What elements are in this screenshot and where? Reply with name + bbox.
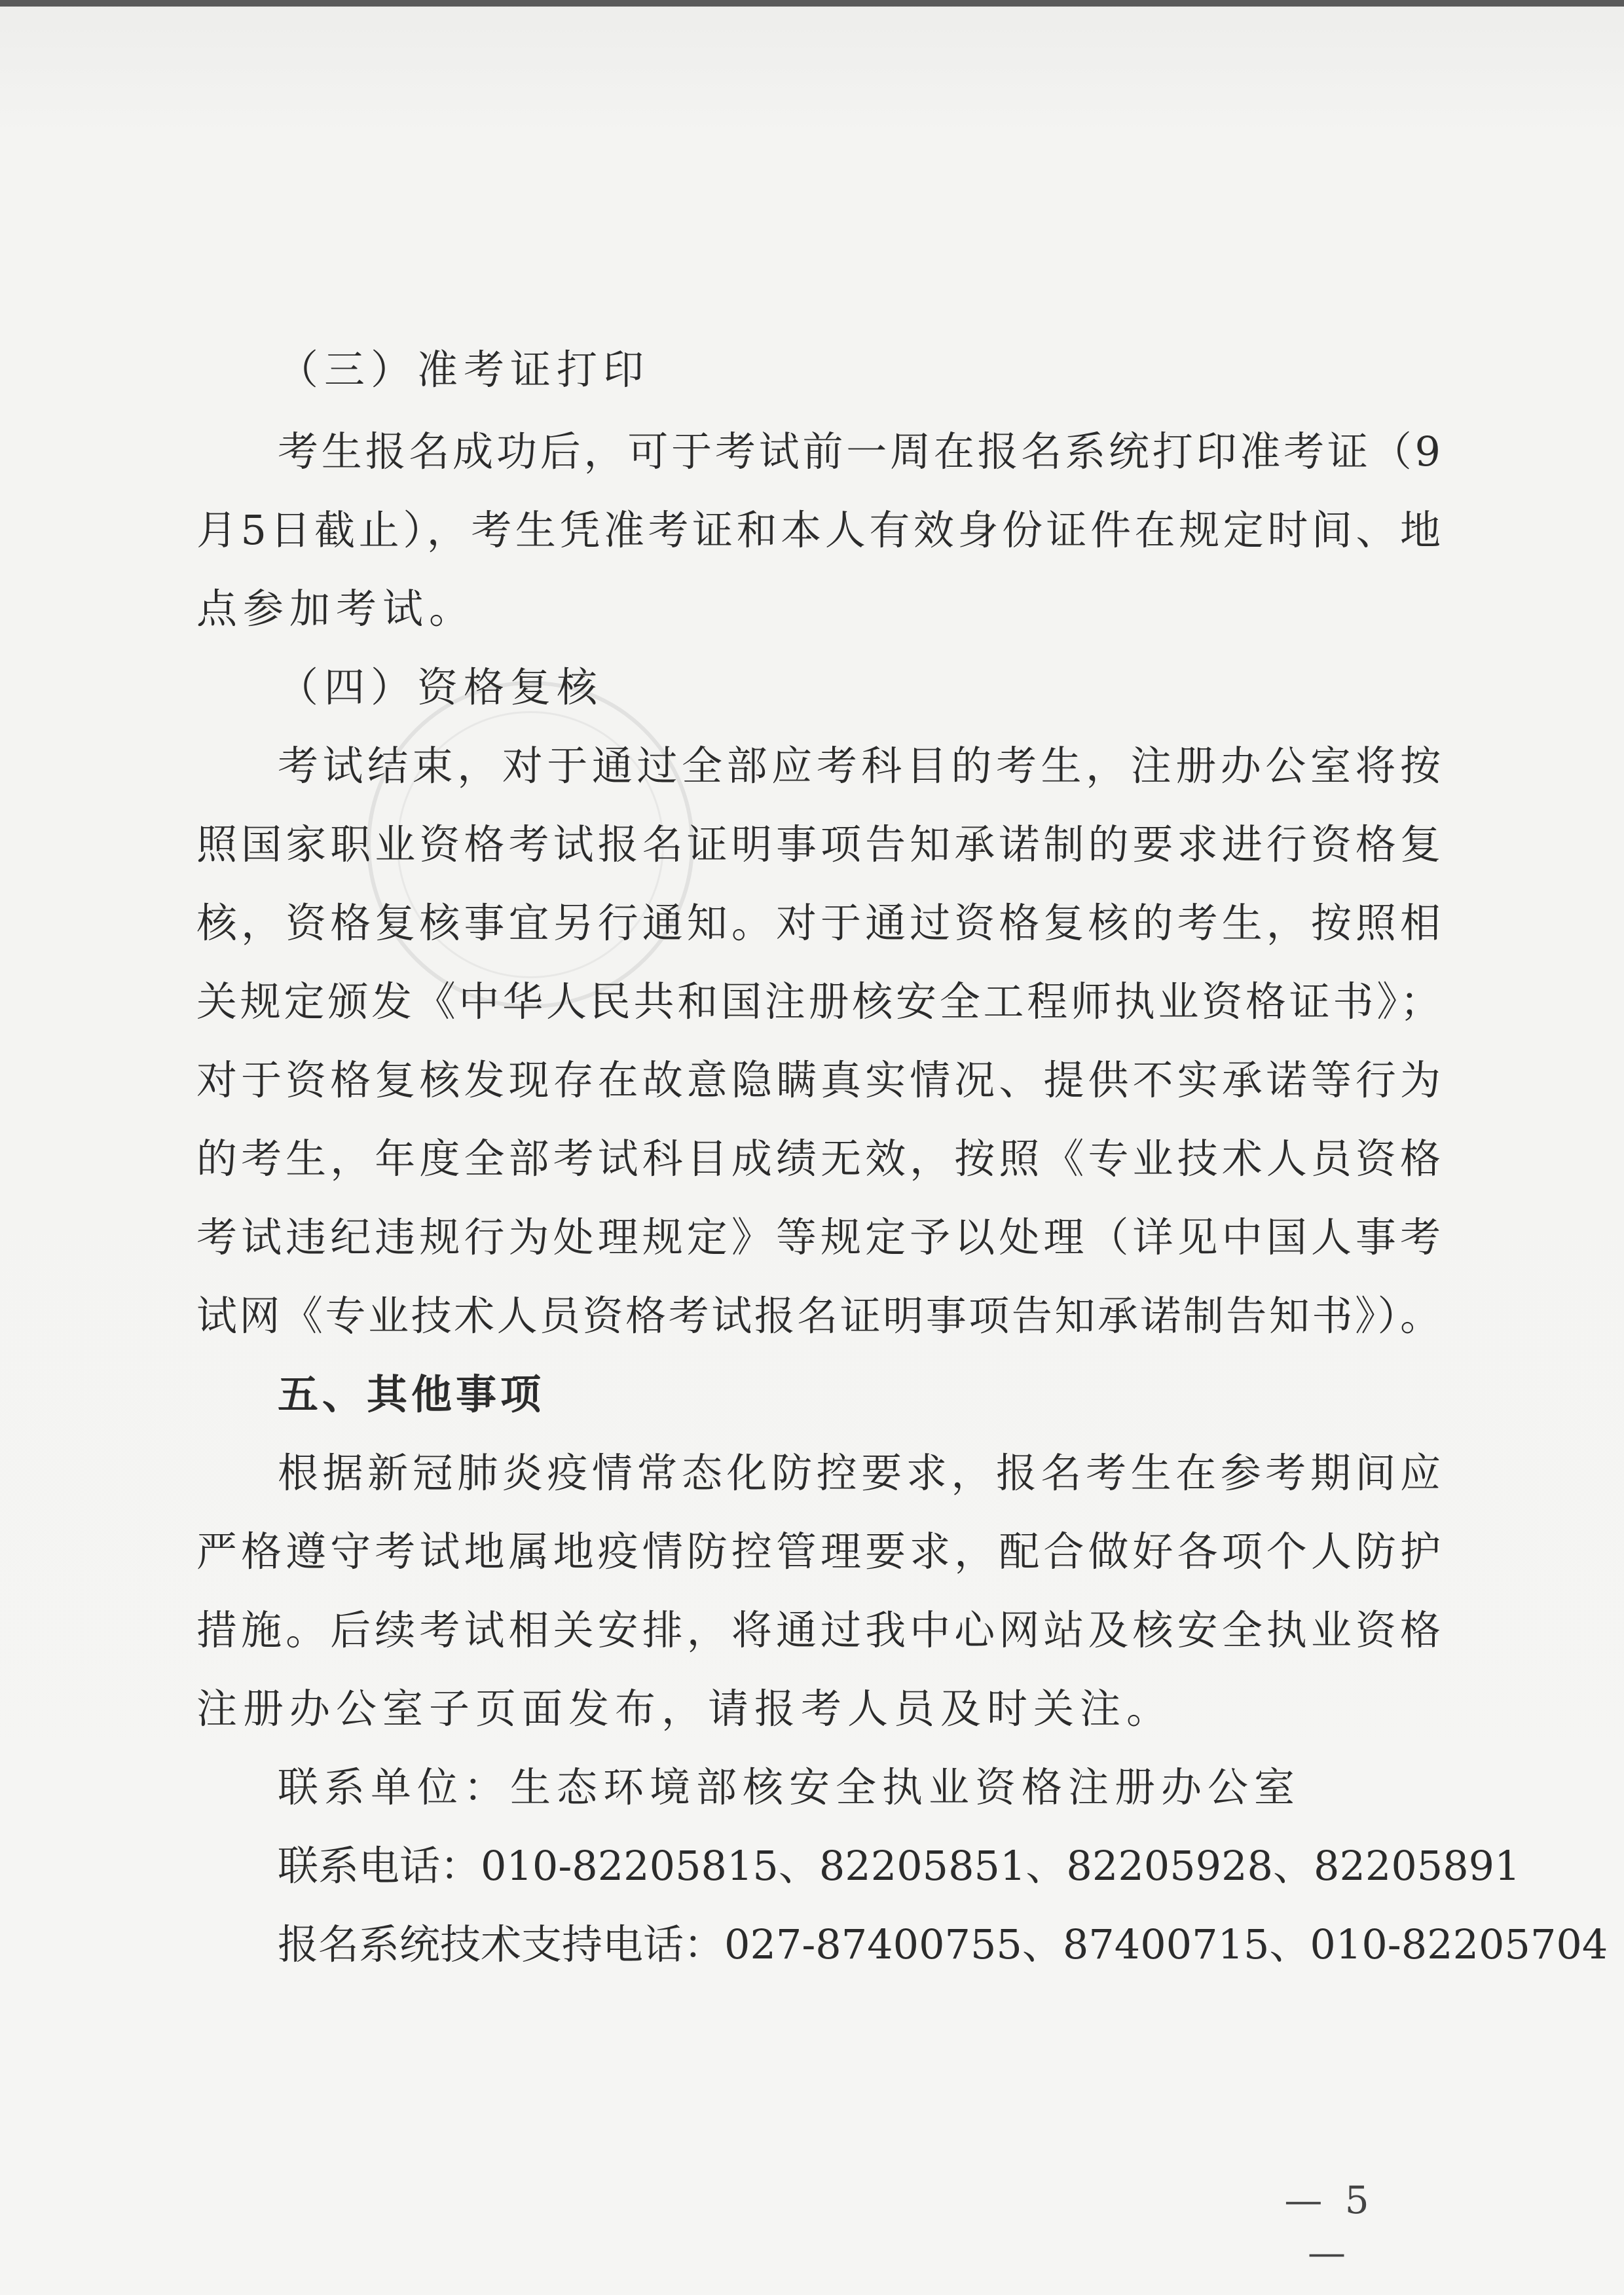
section-5-paragraph-line-1: 根据新冠肺炎疫情常态化防控要求，报名考生在参考期间应	[278, 1449, 1441, 1497]
section-5-paragraph-line-3: 措施。后续考试相关安排，将通过我中心网站及核安全执业资格	[196, 1606, 1441, 1654]
support-phone: 报名系统技术支持电话：027-87400755、87400715、010-82205704	[278, 1920, 1608, 1968]
section-4-paragraph-line-7: 考试违纪违规行为处理规定》等规定予以处理（详见中国人事考	[196, 1213, 1441, 1261]
section-4-paragraph-line-8: 试网《专业技术人员资格考试报名证明事项告知承诺制告知书》）。	[196, 1292, 1441, 1340]
contact-phone: 联系电话：010-82205815、82205851、82205928、82205891	[278, 1842, 1521, 1890]
section-3-title: （三）准考证打印	[278, 346, 650, 394]
section-4-paragraph-line-4: 关规定颁发《中华人民共和国注册核安全工程师执业资格证书》；	[196, 978, 1441, 1025]
section-3-paragraph-line-3: 点参加考试。	[196, 585, 476, 633]
section-5-paragraph-line-4: 注册办公室子页面发布，请报考人员及时关注。	[196, 1685, 1173, 1733]
section-5-paragraph-line-2: 严格遵守考试地属地疫情防控管理要求，配合做好各项个人防护	[196, 1528, 1441, 1575]
section-3-paragraph-line-1: 考生报名成功后，可于考试前一周在报名系统打印准考证（9	[278, 428, 1441, 475]
scan-top-edge	[0, 0, 1624, 7]
page-number: — 5 —	[1284, 2178, 1375, 2275]
section-4-paragraph-line-1: 考试结束，对于通过全部应考科目的考生，注册办公室将按	[278, 742, 1441, 790]
section-5-title: 五、其他事项	[278, 1370, 545, 1418]
section-4-paragraph-line-3: 核，资格复核事宜另行通知。对于通过资格复核的考生，按照相	[196, 899, 1441, 947]
section-4-paragraph-line-2: 照国家职业资格考试报名证明事项告知承诺制的要求进行资格复	[196, 820, 1441, 868]
contact-unit: 联系单位：生态环境部核安全执业资格注册办公室	[278, 1763, 1301, 1811]
section-4-title: （四）资格复核	[278, 663, 604, 711]
section-4-paragraph-line-6: 的考生，年度全部考试科目成绩无效，按照《专业技术人员资格	[196, 1135, 1441, 1183]
section-4-paragraph-line-5: 对于资格复核发现存在故意隐瞒真实情况、提供不实承诺等行为	[196, 1056, 1441, 1104]
section-3-paragraph-line-2: 月5日截止），考生凭准考证和本人有效身份证件在规定时间、地	[196, 506, 1441, 554]
